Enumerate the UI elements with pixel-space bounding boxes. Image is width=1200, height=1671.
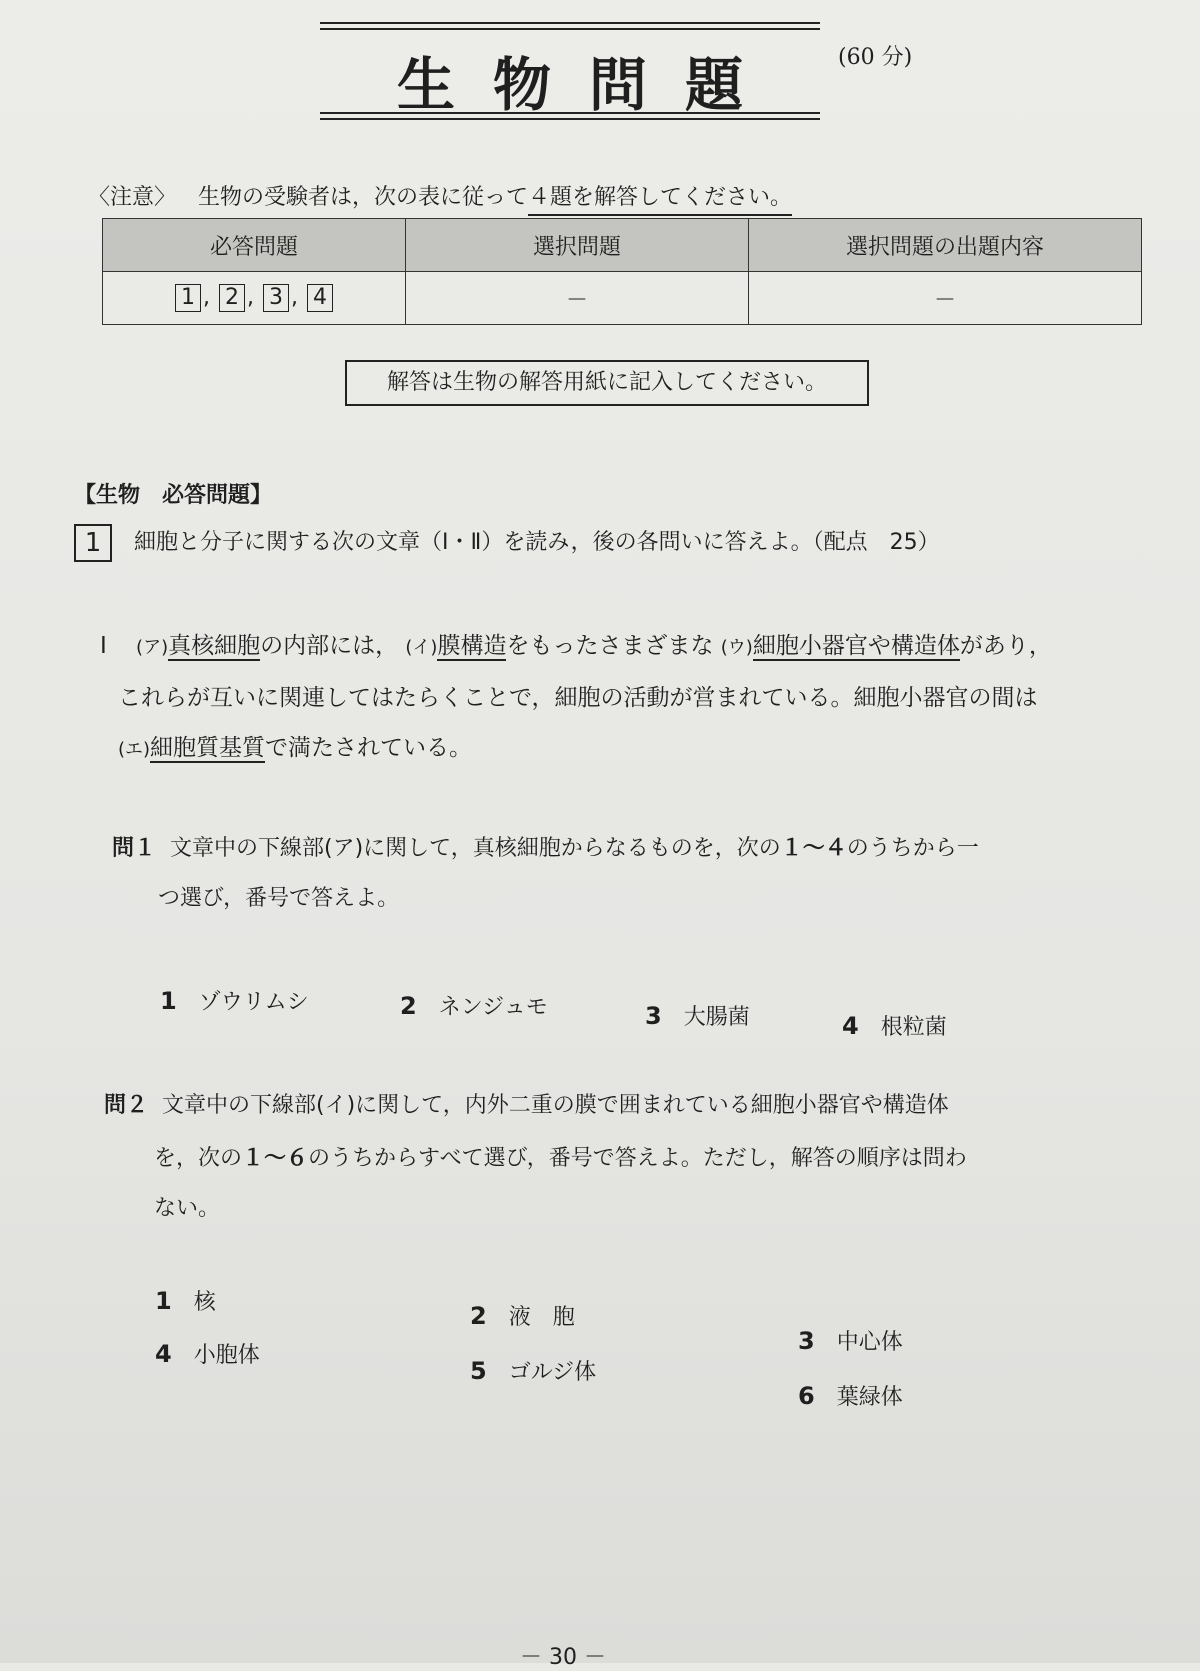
required-num: 2	[219, 284, 245, 312]
header-selection: 選択問題	[406, 219, 749, 272]
choice-number: 2	[470, 1302, 487, 1330]
passage-line-3	[118, 722, 1168, 776]
choice-item	[645, 1000, 750, 1031]
choice-number: 4	[155, 1340, 172, 1368]
question-label: 問１	[112, 836, 157, 861]
choice-text: ネンジュモ	[438, 995, 548, 1020]
title-rule-top	[320, 22, 820, 24]
question-1-1-line-2: つ選び，番号で答えよ。	[158, 886, 400, 911]
question-1-2	[104, 1082, 1134, 1130]
choice-text: 葉緑体	[836, 1385, 903, 1410]
header-content: 選択問題の出題内容	[749, 219, 1142, 272]
choice-text: 根粒菌	[880, 1015, 947, 1040]
underline-i: 膜構造	[437, 633, 507, 659]
choice-item	[400, 990, 548, 1021]
choice-item	[842, 1010, 947, 1041]
question-label: 問２	[104, 1093, 149, 1118]
marker-i: (イ)	[405, 637, 438, 658]
choice-item	[798, 1380, 903, 1411]
title-rule-bottom	[320, 112, 820, 114]
passage-text: があり，	[959, 633, 1052, 659]
choice-item	[470, 1300, 575, 1331]
choice-text: 中心体	[836, 1330, 903, 1355]
choice-number: 1	[155, 1287, 172, 1315]
notice-text: 生物の受験者は，次の表に従って	[198, 185, 529, 210]
passage-text: の内部には，	[260, 633, 399, 659]
underline-a: 真核細胞	[168, 633, 261, 659]
section-heading: 【生物 必答問題】	[74, 483, 273, 508]
marker-e: (エ)	[118, 739, 151, 760]
marker-u: (ウ)	[720, 637, 753, 658]
choice-text: 小胞体	[193, 1343, 260, 1368]
choice-number: 3	[645, 1002, 662, 1030]
requirement-table	[102, 218, 1142, 325]
question-1-2-line-2	[154, 1135, 1184, 1183]
passage-text: をもったさまざまな	[506, 633, 714, 659]
title-rule-top-2	[320, 28, 820, 30]
passage-line-1	[100, 620, 1150, 674]
marker-a: (ア)	[136, 637, 169, 658]
choice-range: １～６	[242, 1146, 309, 1171]
choice-item	[798, 1325, 903, 1356]
choice-number: 4	[842, 1012, 859, 1040]
choice-number: 3	[798, 1327, 815, 1355]
choice-text: ゾウリムシ	[198, 990, 309, 1015]
choice-item	[155, 1338, 260, 1369]
header-required: 必答問題	[103, 219, 406, 272]
choice-number: 6	[798, 1382, 815, 1410]
choice-number: 1	[160, 987, 177, 1015]
notice	[88, 180, 792, 211]
title-rule-bottom-2	[320, 118, 820, 120]
required-cell: 1 , 2 , 3 , 4	[103, 272, 406, 325]
choice-number: 2	[400, 992, 417, 1020]
required-num: 3	[263, 284, 289, 312]
question-1-2-line-3: ない。	[154, 1196, 221, 1221]
selection-cell: －	[406, 272, 749, 325]
choice-text: ゴルジ体	[508, 1360, 597, 1385]
question-1-1	[112, 825, 1142, 873]
question-text: 文章中の下線部(イ)に関して，内外二重の膜で囲まれている細胞小器官や構造体	[162, 1093, 949, 1118]
choice-item	[160, 985, 309, 1016]
underline-e: 細胞質基質	[150, 735, 266, 761]
title-block	[320, 10, 820, 120]
question-number: 1	[74, 524, 112, 562]
page-title: 生物問題	[396, 51, 781, 119]
choice-range: １～４	[780, 836, 847, 861]
notice-tag: 〈注意〉	[88, 185, 177, 210]
choice-item	[470, 1355, 596, 1386]
passage-text: で満たされている。	[265, 735, 473, 761]
notice-underlined: ４題を解答してください。	[528, 185, 792, 216]
content-cell: －	[749, 272, 1142, 325]
question-text: のうちからすべて選び，番号で答えよ。ただし，解答の順序は問わ	[308, 1146, 967, 1171]
choice-text: 核	[193, 1290, 216, 1315]
choice-text: 大腸菌	[683, 1005, 750, 1030]
choice-number: 5	[470, 1357, 487, 1385]
required-num: 4	[307, 284, 333, 312]
answer-note: 解答は生物の解答用紙に記入してください。	[345, 360, 869, 406]
choice-text: 液 胞	[508, 1305, 575, 1330]
page-number: － 30 －	[520, 1645, 606, 1670]
question-text: 文章中の下線部(ア)に関して，真核細胞からなるものを，次の	[170, 836, 781, 861]
underline-u: 細胞小器官や構造体	[752, 633, 960, 659]
required-num: 1	[175, 284, 201, 312]
question-1-heading	[74, 524, 940, 562]
question-text: のうちから一	[846, 836, 979, 861]
choice-item	[155, 1285, 216, 1316]
roman-numeral: Ⅰ	[100, 633, 107, 659]
time-limit: (60 分)	[838, 45, 913, 70]
passage-line-2: これらが互いに関連してはたらくことで，細胞の活動が営まれている。細胞小器官の間は	[118, 685, 1038, 711]
question-text: を，次の	[154, 1146, 243, 1171]
question-1-text: 細胞と分子に関する次の文章（Ⅰ・Ⅱ）を読み，後の各問いに答えよ。（配点 25）	[134, 530, 940, 555]
